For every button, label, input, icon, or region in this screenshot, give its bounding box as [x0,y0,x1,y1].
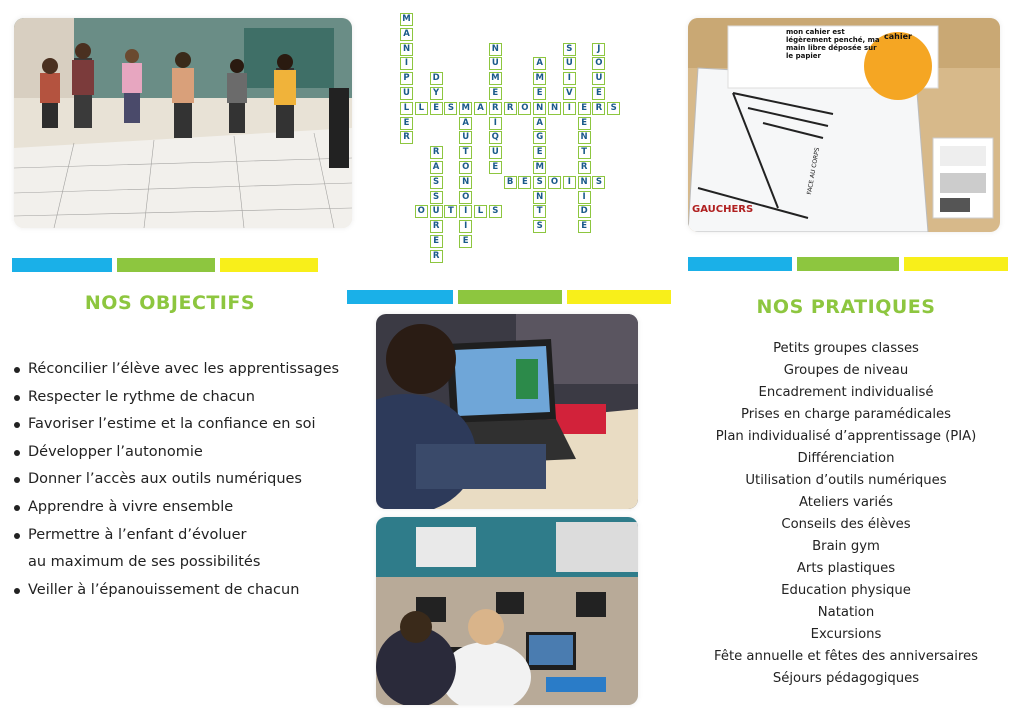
photo-classroom-computers [376,517,638,705]
crossword-cell: I [459,205,472,218]
practice-item: Conseils des élèves [781,517,911,532]
crossword-cell: E [489,87,502,100]
bar-yellow [567,290,671,304]
practice-item: Brain gym [812,539,880,554]
crossword-cell: L [474,205,487,218]
crossword-cell: E [533,87,546,100]
bar-yellow [904,257,1008,271]
crossword-cell: S [607,102,620,115]
crossword-cell: V [563,87,576,100]
practice-item: Séjours pédagogiques [772,671,920,686]
photo-handwriting-poster [688,18,1000,232]
crossword-cell: N [533,102,546,115]
crossword-cell: S [563,43,576,56]
objectives-heading: NOS OBJECTIFS [84,292,256,314]
crossword-cell: A [400,28,413,41]
poster-badge: cahier [884,32,912,41]
crossword-cell: S [430,191,443,204]
crossword-cell: L [400,102,413,115]
practice-item: Education physique [781,583,911,598]
crossword-cell: E [430,235,443,248]
crossword-cell: R [400,131,413,144]
practice-item: Natation [817,605,875,620]
crossword-cell: S [430,176,443,189]
crossword-cell: U [489,57,502,70]
crossword-cell: R [430,250,443,263]
practice-item: Différenciation [797,451,895,466]
crossword-cell: O [518,102,531,115]
crossword-cell: E [592,87,605,100]
practice-item: Petits groupes classes [773,341,919,356]
crossword-cell: U [563,57,576,70]
crossword-cell: R [430,220,443,233]
crossword-cell: E [430,102,443,115]
objective-item: Respecter le rythme de chacun [14,384,339,412]
crossword-cell: O [548,176,561,189]
objective-item: Développer l’autonomie [14,439,339,467]
bar-green [117,258,215,272]
bar-yellow [220,258,318,272]
crossword-cell: M [533,72,546,85]
crossword-cell: S [444,102,457,115]
poster-caption: mon cahier est légèrement penché, ma main libre déposée sur le papier [786,28,880,60]
crossword-cell: G [533,131,546,144]
crossword-cell: O [592,57,605,70]
objective-item-continuation: au maximum de ses possibilités [28,554,261,571]
practices-list [690,338,1002,690]
objective-item: Réconcilier l’élève avec les apprentissages [14,356,339,384]
crossword-cell: N [459,176,472,189]
crossword-cell: O [415,205,428,218]
crossword-cell: U [400,87,413,100]
objectives-list [14,356,339,604]
crossword-cell: I [563,176,576,189]
crossword-cell: T [578,146,591,159]
practice-item: Encadrement individualisé [758,385,934,400]
crossword-cell: M [400,13,413,26]
objective-item: Favoriser l’estime et la confiance en soi [14,411,339,439]
crossword-cell: N [578,176,591,189]
crossword-cell: I [563,72,576,85]
bar-green [797,257,899,271]
poster-label-gauchers: GAUCHERS [692,204,754,215]
bar-green [458,290,562,304]
photo-children-activity [14,18,352,228]
crossword-cell: A [430,161,443,174]
crossword-cell: I [489,117,502,130]
color-bars-left [12,258,318,272]
crossword-cell: E [459,235,472,248]
crossword-cell: D [430,72,443,85]
crossword-cell: U [592,72,605,85]
color-bars-center [347,290,671,304]
practice-item: Fête annuelle et fêtes des anniversaires [713,649,978,664]
crossword-cell: R [592,102,605,115]
bar-cyan [12,258,112,272]
crossword-cell: R [489,102,502,115]
practice-item: Groupes de niveau [783,363,909,378]
crossword-cell: A [459,117,472,130]
objective-item: Donner l’accès aux outils numériques [14,466,339,494]
crossword-cell: E [489,161,502,174]
practice-item: Utilisation d’outils numériques [745,473,947,488]
crossword-cell: S [489,205,502,218]
crossword-cell: T [444,205,457,218]
crossword-cell: D [578,205,591,218]
crossword-cell: J [592,43,605,56]
crossword-cell: N [489,43,502,56]
crossword-cell: I [400,57,413,70]
crossword-cell: E [400,117,413,130]
crossword-cell: P [400,72,413,85]
objective-item: Veiller à l’épanouissement de chacun [14,577,339,605]
crossword-cell: S [533,220,546,233]
poster-label-edge: FACE AU CORPS [806,147,822,196]
crossword-cell: I [578,191,591,204]
crossword-cell: A [533,117,546,130]
crossword-cell: E [518,176,531,189]
crossword-cell: B [504,176,517,189]
crossword-cell: O [459,161,472,174]
crossword-cell: R [504,102,517,115]
crossword-cell: Q [489,131,502,144]
crossword-cell: U [430,205,443,218]
crossword-cell: Y [430,87,443,100]
crossword-cell: M [489,72,502,85]
practice-item: Arts plastiques [796,561,896,576]
crossword-cell: E [578,220,591,233]
crossword-cell: I [563,102,576,115]
crossword-cell: M [533,161,546,174]
crossword-cell: L [415,102,428,115]
crossword-cell: N [533,191,546,204]
objective-item: Apprendre à vivre ensemble [14,494,339,522]
crossword-cell: E [578,117,591,130]
crossword-cell: I [459,220,472,233]
crossword-cell: N [548,102,561,115]
crossword-cell: S [592,176,605,189]
crossword-cell: O [459,191,472,204]
crossword-cell: A [474,102,487,115]
crossword-cell: R [430,146,443,159]
practice-item: Ateliers variés [799,495,893,510]
crossword-cell: R [578,161,591,174]
practice-item: Prises en charge paramédicales [740,407,951,422]
crossword-cell: T [459,146,472,159]
practices-heading: NOS PRATIQUES [756,296,936,318]
objective-item: Permettre à l’enfant d’évoluer [14,522,339,550]
bar-cyan [688,257,792,271]
crossword-cell: E [578,102,591,115]
color-bars-right [688,257,1008,271]
photo-student-laptop [376,314,638,509]
crossword-cell: A [533,57,546,70]
crossword-cell: N [400,43,413,56]
practice-item: Excursions [810,627,882,642]
crossword-cell: U [489,146,502,159]
crossword-cell: S [533,176,546,189]
practice-item: Plan individualisé d’apprentissage (PIA) [715,429,977,444]
bar-cyan [347,290,453,304]
crossword-cell: N [578,131,591,144]
crossword-cell: M [459,102,472,115]
crossword-cell: E [533,146,546,159]
crossword-cell: T [533,205,546,218]
crossword-cell: U [459,131,472,144]
